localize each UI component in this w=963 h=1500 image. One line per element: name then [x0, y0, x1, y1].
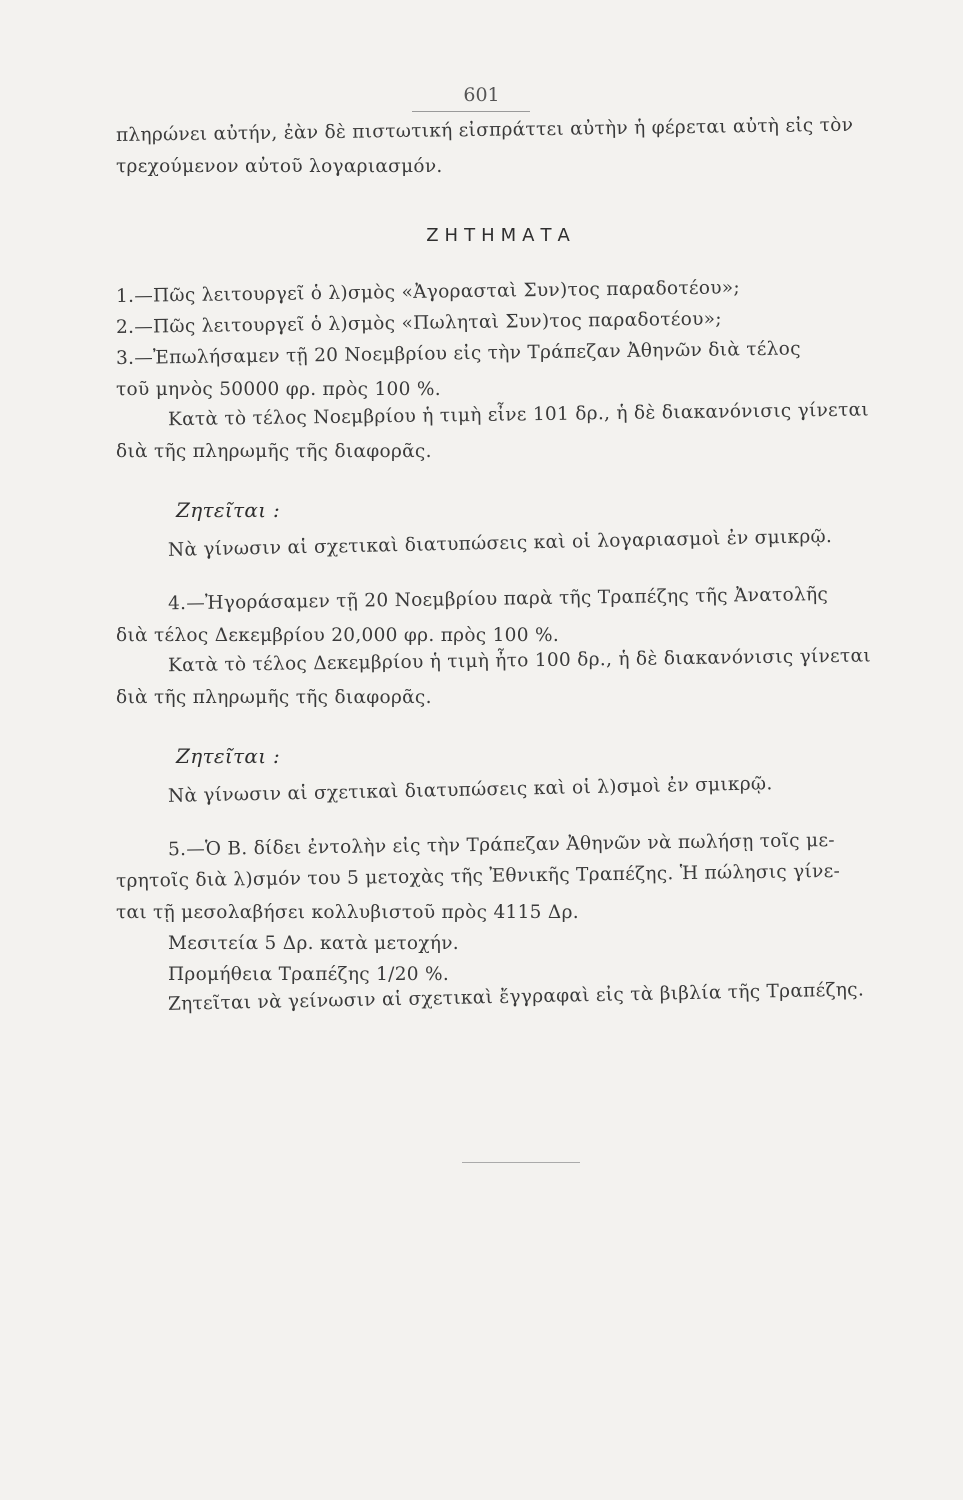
question-3-line-4: διὰ τῆς πληρωμῆς τῆς διαφορᾶς.	[116, 441, 432, 462]
zitite-heading-1: Ζητεῖται :	[176, 498, 281, 522]
question-4-line-3: Κατὰ τὸ τέλος Δεκεμβρίου ἡ τιμὴ ἦτο 100 δρ., ἡ δὲ διακανόνισις γίνεται	[167, 645, 871, 677]
question-4-line-4: διὰ τῆς πληρωμῆς τῆς διαφορᾶς.	[116, 687, 432, 708]
commission-line: Προμήθεια Τραπέζης 1/20 %.	[168, 964, 450, 985]
question-5-line-3: ται τῇ μεσολαβήσει κολλυβιστοῦ πρὸς 4115 Δρ.	[116, 902, 579, 923]
question-3-line-2: τοῦ μηνὸς 50000 φρ. πρὸς 100 %.	[116, 379, 441, 400]
question-3-line-3: Κατὰ τὸ τέλος Νοεμβρίου ἡ τιμὴ εἶνε 101 δρ., ἡ δὲ διακανόνισις γίνεται	[167, 399, 870, 431]
question-3: 3.—Ἐπωλήσαμεν τῇ 20 Νοεμβρίου εἰς τὴν Τράπεζαν Ἀθηνῶν διὰ τέλος	[115, 338, 801, 369]
question-5-request: Ζητεῖται νὰ γείνωσιν αἱ σχετικαὶ ἔγγραφαὶ εἰς τὰ βιβλία τῆς Τραπέζης.	[167, 979, 865, 1015]
page-number: 601	[463, 84, 500, 106]
question-4: 4.—Ἠγοράσαμεν τῇ 20 Νοεμβρίου παρὰ τῆς Τραπέζης τῆς Ἀνατολῆς	[167, 584, 829, 615]
page-body	[115, 114, 886, 1021]
question-4-line-2: διὰ τέλος Δεκεμβρίου 20,000 φρ. πρὸς 100 %.	[116, 625, 560, 646]
answer-1: Νὰ γίνωσιν αἱ σχετικαὶ διατυπώσεις καὶ οἱ λογαριασμοὶ ἐν σμικρῷ.	[167, 526, 833, 561]
intro-line-2: τρεχούμενον αὐτοῦ λογαριασμόν.	[116, 156, 443, 177]
footer-rule	[462, 1162, 580, 1163]
answer-2: Νὰ γίνωσιν αἱ σχετικαὶ διατυπώσεις καὶ οἱ λ)σμοὶ ἐν σμικρῷ.	[167, 773, 773, 807]
intro-line-1: πληρώνει αὐτήν, ἐὰν δὲ πιστωτική εἰσπράττει αὐτὴν ἡ φέρεται αὐτὴ εἰς τὸν	[115, 114, 854, 146]
page-number-rule	[412, 111, 530, 112]
section-heading: ΖΗΤΗΜΑΤΑ	[426, 225, 576, 246]
question-5-line-2: τρητοῖς διὰ λ)σμόν του 5 μετοχὰς τῆς Ἐθνικῆς Τραπέζης. Ἡ πώλησις γίνε-	[115, 860, 841, 892]
question-2: 2.—Πῶς λειτουργεῖ ὁ λ)σμὸς «Πωληταὶ Συν)τος παραδοτέου»;	[115, 308, 722, 338]
question-5: 5.—Ὁ Β. δίδει ἐντολὴν εἰς τὴν Τράπεζαν Ἀθηνῶν νὰ πωλήσῃ τοῖς με-	[167, 829, 835, 861]
brokerage-line: Μεσιτεία 5 Δρ. κατὰ μετοχήν.	[168, 933, 459, 954]
zitite-heading-2: Ζητεῖται :	[176, 744, 281, 768]
question-1: 1.—Πῶς λειτουργεῖ ὁ λ)σμὸς «Ἀγορασταὶ Συν)τος παραδοτέου»;	[115, 277, 741, 307]
